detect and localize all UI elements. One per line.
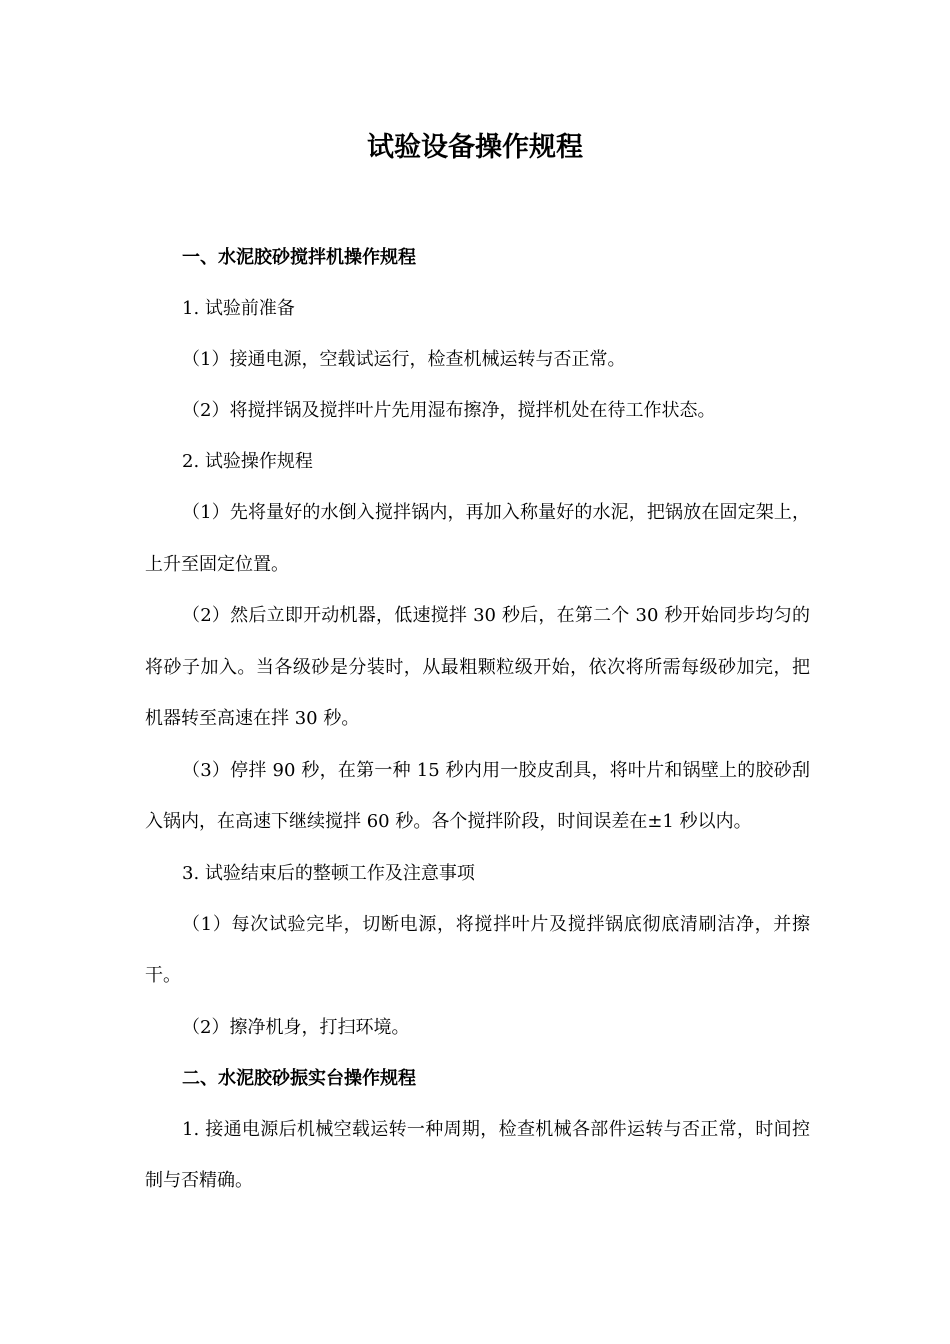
paragraph-vibrating-1: 1. 接通电源后机械空载运转一种周期，检查机械各部件运转与否正常，时间控制与否精确。 [145, 1118, 810, 1191]
subheading-cleanup: 3. 试验结束后的整顿工作及注意事项 [182, 862, 475, 884]
paragraph-operation-1: （1）先将量好的水倒入搅拌锅内，再加入称量好的水泥，把锅放在固定架上，上升至固定位置。 [145, 502, 810, 575]
paragraph-operation-2: （2）然后立即开动机器，低速搅拌 30 秒后，在第二个 30 秒开始同步均匀的将砂子加入。当各级砂是分装时，从最粗颗粒级开始，依次将所需每级砂加完，把机器转至高速在拌 30 秒。 [145, 605, 810, 729]
subheading-preparation: 1. 试验前准备 [182, 298, 295, 319]
paragraph-cleanup-1: （1）每次试验完毕，切断电源，将搅拌叶片及搅拌锅底彻底清刷洁净，并擦干。 [145, 913, 810, 986]
document-title: 试验设备操作规程 [367, 132, 583, 163]
section-heading-vibrating-table: 二、水泥胶砂振实台操作规程 [182, 1067, 416, 1089]
section-heading-mixer: 一、水泥胶砂搅拌机操作规程 [182, 247, 416, 268]
subheading-operation: 2. 试验操作规程 [182, 451, 313, 472]
paragraph-cleanup-2: （2）擦净机身，打扫环境。 [182, 1016, 410, 1038]
paragraph-prep-2: （2）将搅拌锅及搅拌叶片先用湿布擦净，搅拌机处在待工作状态。 [182, 400, 716, 421]
document-body [145, 232, 810, 1207]
paragraph-prep-1: （1）接通电源，空载试运行，检查机械运转与否正常。 [182, 349, 626, 370]
paragraph-operation-3: （3）停拌 90 秒，在第一种 15 秒内用一胶皮刮具，将叶片和锅壁上的胶砂刮入锅内，在高速下继续搅拌 60 秒。各个搅拌阶段，时间误差在±1 秒以内。 [145, 759, 810, 832]
